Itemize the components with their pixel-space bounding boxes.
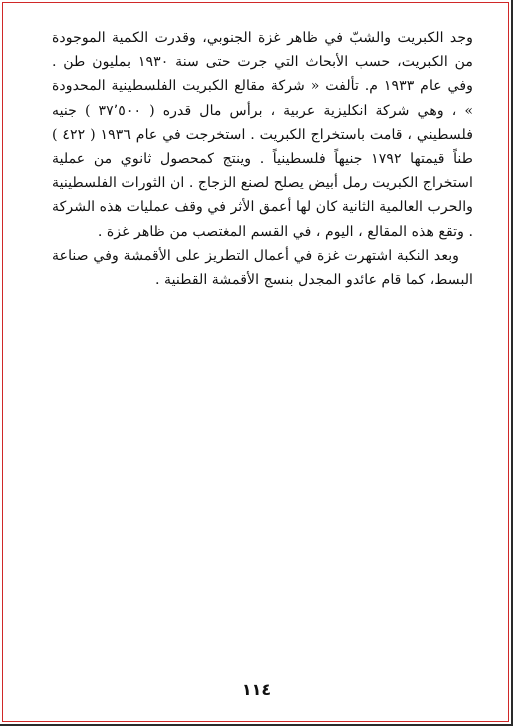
- paragraph-sulfur: وجد الكبريت والشبّ في ظاهر غزة الجنوبي، وقدرت الكمية الموجودة من الكبريت، حسب الأبحاث التي جرت حتى سنة ١٩٣٠ بمليون طن . وفي عام ١٩٣٣ م. تألفت « شركة مقالع الكبريت الفلسطينية المحدودة » ، وهي شركة انكليزية عربية ، برأس مال قدره ( ٣٧٬٥٠٠ ) جنيه فلسطيني ، قامت باستخراج الكبريت . استخرجت في عام ١٩٣٦ ( ٤٢٢ ) طناً قيمتها ١٧٩٢ جنيهاً فلسطينياً . وينتج كمحصول ثانوي من عملية استخراج الكبريت رمل أبيض يصلح لصنع الزجاج . ان الثورات الفلسطينية والحرب العالمية الثانية كان لها أعمق الأثر في وقف عمليات هذه الشركة . وتقع هذه المقالع ، اليوم ، في القسم المغتصب من ظاهر غزة .: [52, 30, 474, 240]
- paragraph-after-nakba: وبعد النكبة اشتهرت غزة في أعمال التطريز على الأقمشة وفي صناعة البسط، كما قام عائدو المجدل بنسج الأقمشة القطنية .: [52, 247, 473, 289]
- document-body: [52, 26, 473, 292]
- page-number: ١١٤: [241, 680, 272, 699]
